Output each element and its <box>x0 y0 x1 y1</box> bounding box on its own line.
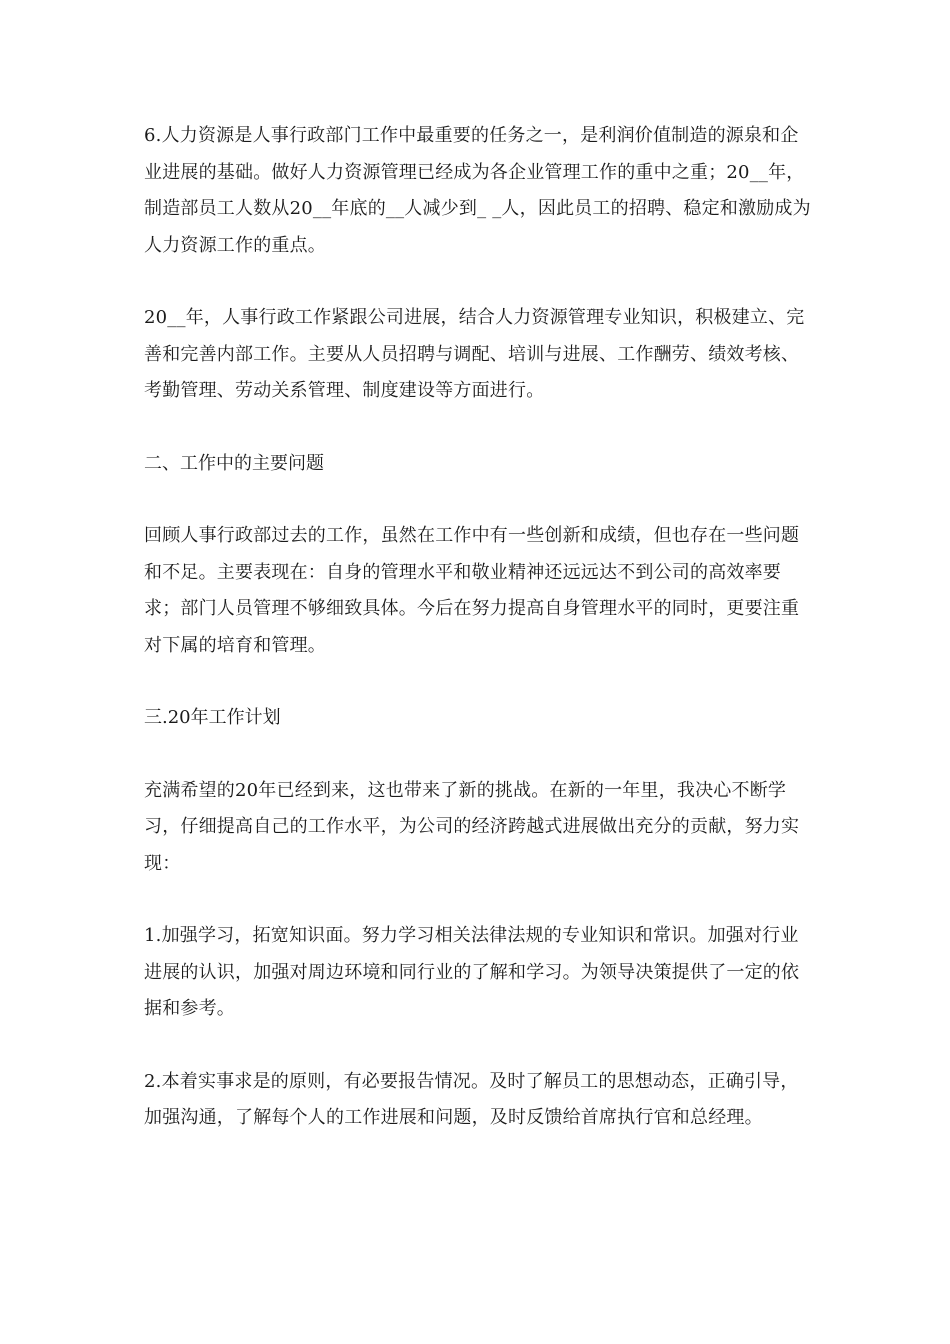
paragraph-plan-intro: 充满希望的20年已经到来，这也带来了新的挑战。在新的一年里，我决心不断学习，仔细提高自己的工作水平，为公司的经济跨越式进展做出充分的贡献，努力实现： <box>144 779 800 874</box>
section-heading-work-plan: 三.20年工作计划 <box>144 707 281 728</box>
paragraph-plan-item-2: 2.本着实事求是的原则，有必要报告情况。及时了解员工的思想动态，正确引导，加强沟通，了解每个人的工作进展和问题，及时反馈给首席执行官和总经理。 <box>144 1070 799 1128</box>
paragraph-hr-importance: 6.人力资源是人事行政部门工作中最重要的任务之一，是利润价值制造的源泉和企业进展的基础。做好人力资源管理已经成为各企业管理工作的重中之重；20__年，制造部员工人数从20__年底的__人减少到_ _人，因此员工的招聘、稳定和激励成为人力资源工作的重点。 <box>144 125 811 256</box>
paragraph-problems-review: 回顾人事行政部过去的工作，虽然在工作中有一些创新和成绩，但也存在一些问题和不足。主要表现在：自身的管理水平和敬业精神还远远达不到公司的高效率要求；部门人员管理不够细致具体。今后在努力提高自身管理水平的同时，更要注重对下属的培育和管理。 <box>144 525 800 656</box>
section-heading-problems: 二、工作中的主要问题 <box>144 452 324 474</box>
paragraph-hr-work-overview: 20__年，人事行政工作紧跟公司进展，结合人力资源管理专业知识，积极建立、完善和完善内部工作。主要从人员招聘与调配、培训与进展、工作酬劳、绩效考核、考勤管理、劳动关系管理、制度建设等方面进行。 <box>144 307 805 401</box>
paragraph-plan-item-1: 1.加强学习，拓宽知识面。努力学习相关法律法规的专业知识和常识。加强对行业进展的认识，加强对周边环境和同行业的了解和学习。为领导决策提供了一定的依据和参考。 <box>144 925 800 1019</box>
document-body <box>144 118 812 1173</box>
